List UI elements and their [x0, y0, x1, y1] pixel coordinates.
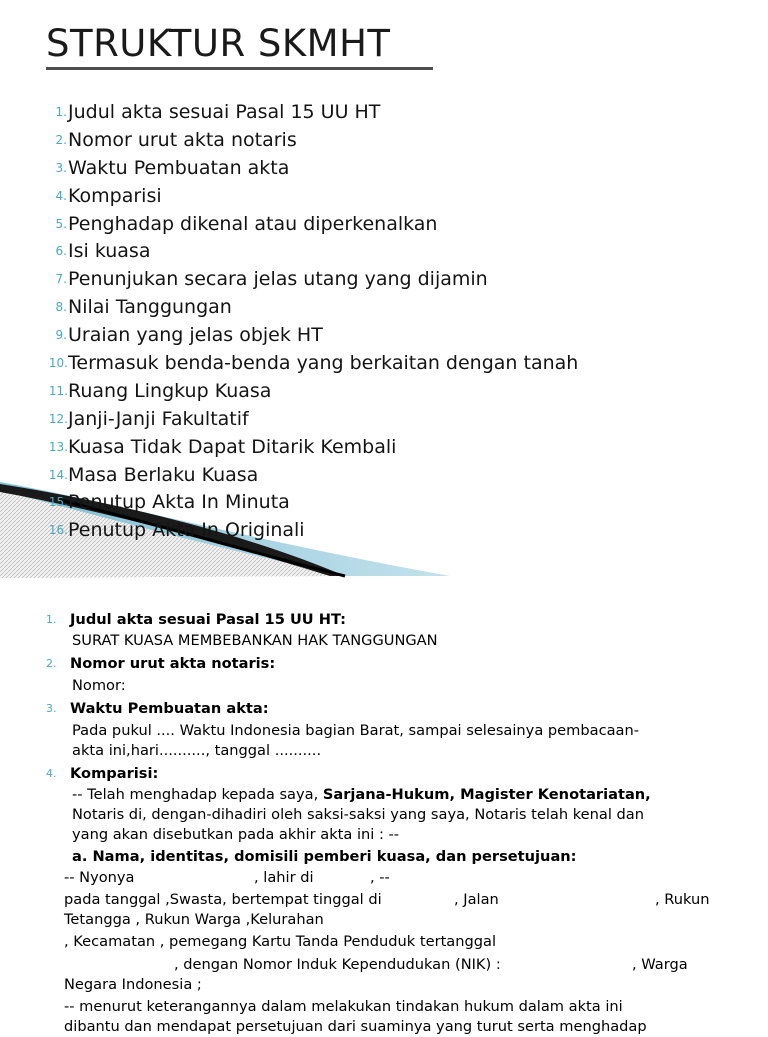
- list-text: Komparisi: [68, 184, 162, 207]
- form-text: , lahir di: [254, 869, 314, 886]
- section-heading-nomor: Nomor urut akta notaris:: [70, 655, 276, 672]
- form-text: , Kecamatan , pemegang Kartu Tanda Penduduk tertanggal: [64, 933, 497, 950]
- section-heading-komparisi: Komparisi:: [70, 765, 159, 782]
- list-number: 16.: [48, 523, 68, 538]
- form-text: -- menurut keterangannya dalam melakukan tindakan hukum dalam akta ini: [64, 998, 623, 1015]
- form-text: , --: [370, 869, 390, 886]
- list-number: 6.: [55, 244, 67, 259]
- form-text: , Rukun: [655, 891, 710, 908]
- section-text: Pada pukul .... Waktu Indonesia bagian Barat, sampai selesainya pembacaan-: [72, 722, 639, 739]
- list-number: 11.: [48, 383, 68, 398]
- list-text: Nilai Tanggungan: [68, 296, 232, 319]
- list-text: Penunjukan secara jelas utang yang dijamin: [68, 268, 488, 291]
- list-text: Isi kuasa: [68, 240, 151, 263]
- section-number: 2.: [46, 657, 57, 670]
- list-number: 4.: [55, 188, 67, 203]
- form-text: Negara Indonesia ;: [64, 976, 202, 993]
- list-text: Janji-Janji Fakultatif: [68, 407, 249, 430]
- list-text: Nomor urut akta notaris: [68, 128, 297, 151]
- section-heading-waktu: Waktu Pembuatan akta:: [70, 700, 269, 717]
- list-number: 2.: [55, 132, 67, 147]
- section-text: yang akan disebutkan pada akhir akta ini : --: [72, 826, 400, 843]
- list-text: Penutup Akta In Originali: [68, 519, 305, 542]
- subheading-a: a. Nama, identitas, domisili pemberi kuasa, dan persetujuan:: [72, 848, 577, 865]
- list-number: 3.: [55, 160, 67, 175]
- title-underline: [46, 67, 433, 70]
- list-text: Masa Berlaku Kuasa: [68, 463, 259, 486]
- section-text: SURAT KUASA MEMBEBANKAN HAK TANGGUNGAN: [72, 632, 438, 649]
- form-text: , Warga: [632, 956, 688, 973]
- section-text: Notaris di, dengan-dihadiri oleh saksi-saksi yang saya, Notaris telah kenal dan: [72, 806, 644, 823]
- list-number: 14.: [48, 467, 68, 482]
- section-text: akta ini,hari.........., tanggal ..........: [72, 742, 322, 759]
- section-number: 4.: [46, 767, 57, 780]
- slide-title: STRUKTUR SKMHT: [46, 22, 391, 65]
- section-number: 1.: [46, 613, 57, 626]
- form-text: pada tanggal ,Swasta, bertempat tinggal di: [64, 891, 382, 908]
- list-number: 8.: [55, 300, 67, 315]
- list-text: Penutup Akta In Minuta: [68, 491, 290, 514]
- list-number: 5.: [55, 216, 67, 231]
- list-number: 1.: [55, 105, 67, 119]
- list-text: Judul akta sesuai Pasal 15 UU HT: [68, 101, 381, 123]
- form-text: , Jalan: [454, 891, 499, 908]
- form-text: , dengan Nomor Induk Kependudukan (NIK) :: [174, 956, 501, 973]
- list-number: 13.: [48, 439, 68, 454]
- text-run: -- Telah menghadap kepada saya,: [72, 786, 323, 803]
- list-number: 15.: [48, 495, 68, 510]
- section-text: [72, 785, 651, 805]
- list-text: Termasuk benda-benda yang berkaitan dengan tanah: [68, 352, 579, 375]
- slide-detail: [0, 588, 768, 1035]
- list-number: 7.: [55, 272, 67, 287]
- list-number: 12.: [48, 411, 68, 426]
- form-text: -- Nyonya: [64, 869, 135, 886]
- section-heading-judul: Judul akta sesuai Pasal 15 UU HT:: [70, 611, 346, 628]
- list-text: Uraian yang jelas objek HT: [68, 324, 323, 347]
- list-text: Penghadap dikenal atau diperkenalkan: [68, 212, 438, 235]
- list-text: Waktu Pembuatan akta: [68, 156, 290, 179]
- section-number: 3.: [46, 702, 57, 715]
- form-text: Tetangga , Rukun Warga ,Kelurahan: [64, 911, 324, 928]
- list-text: Ruang Lingkup Kuasa: [68, 379, 272, 402]
- form-text: dibantu dan mendapat persetujuan dari suaminya yang turut serta menghadap: [64, 1018, 647, 1035]
- section-text: Nomor:: [72, 677, 126, 694]
- list-number: 10.: [48, 356, 68, 371]
- list-number: 9.: [55, 328, 67, 343]
- list-text: Kuasa Tidak Dapat Ditarik Kembali: [68, 435, 397, 458]
- text-run-bold: Sarjana-Hukum, Magister Kenotariatan,: [322, 786, 651, 803]
